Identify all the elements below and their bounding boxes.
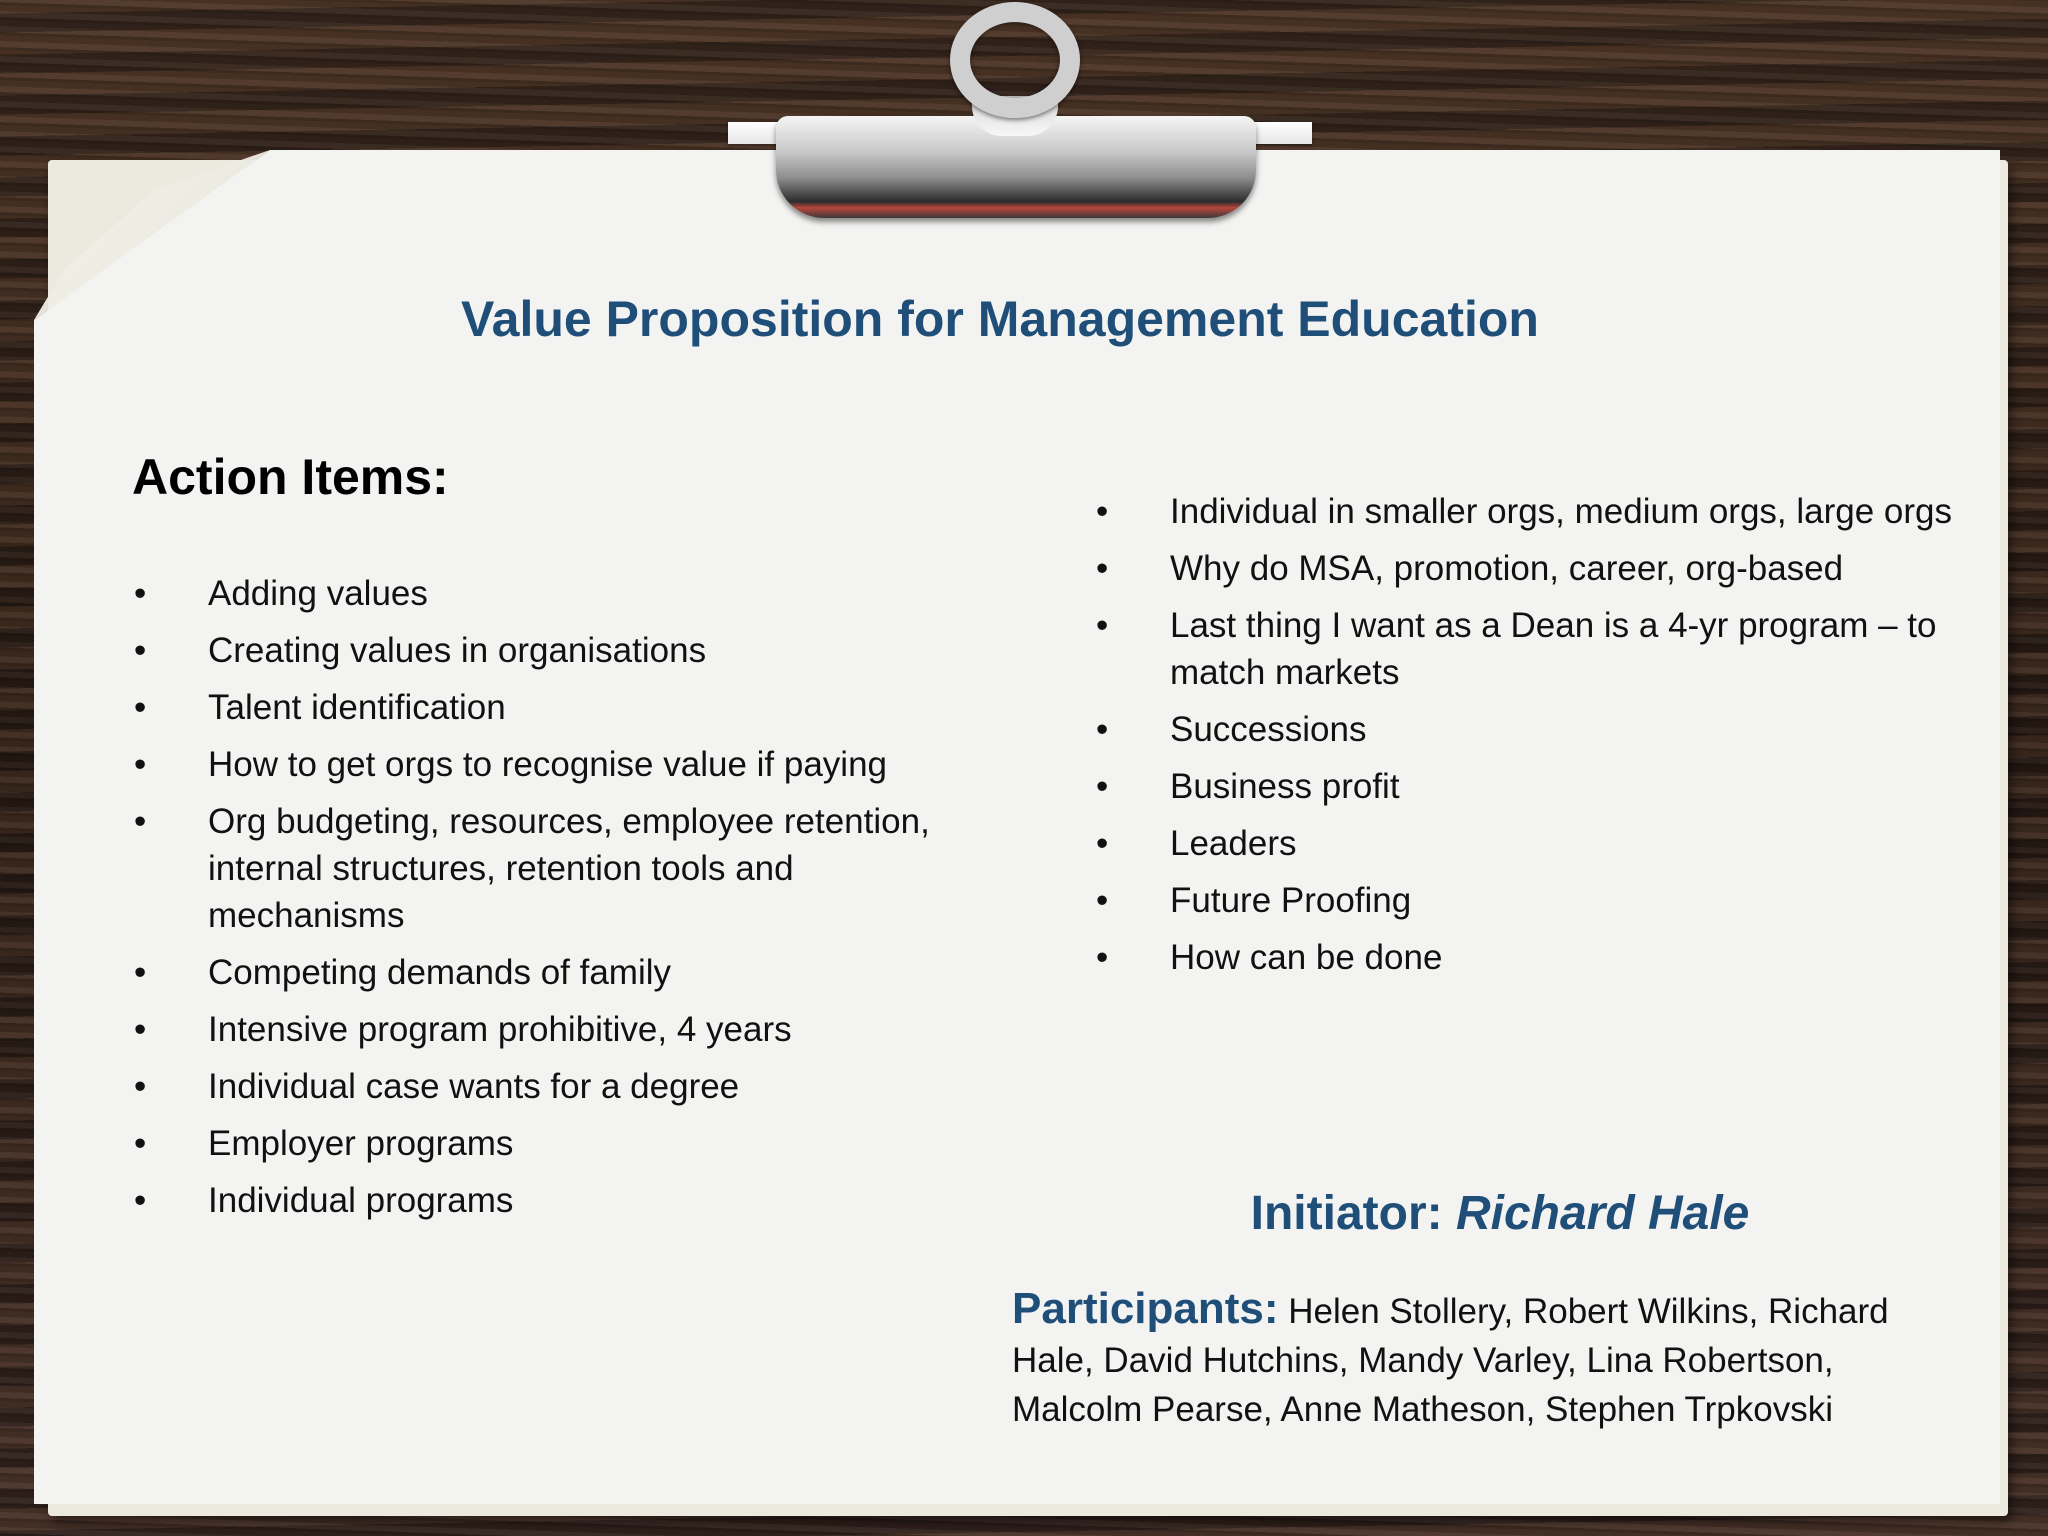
bullet-icon: •: [134, 1067, 147, 1106]
list-item-text: Future Proofing: [1170, 881, 1412, 920]
list-item: [1094, 877, 1974, 924]
list-item: [1094, 488, 1974, 535]
action-items-heading: Action Items:: [132, 449, 449, 505]
bullet-icon: •: [1096, 549, 1109, 588]
bullet-icon: •: [134, 953, 147, 992]
list-item-text: How can be done: [1170, 938, 1443, 977]
bullet-icon: •: [134, 574, 147, 613]
participants-label: Participants:: [1012, 1284, 1279, 1333]
list-item: [1094, 820, 1974, 867]
bullet-icon: •: [134, 1181, 147, 1220]
list-item-text: Competing demands of family: [208, 953, 671, 992]
list-item: [132, 741, 932, 788]
list-item: [1094, 763, 1974, 810]
list-item-text: Last thing I want as a Dean is a 4-yr program – to match markets: [1170, 606, 1937, 692]
bullet-icon: •: [134, 745, 147, 784]
bullet-icon: •: [1096, 824, 1109, 863]
left-column: [132, 448, 932, 1234]
list-item: [132, 570, 932, 617]
initiator-line: [1000, 1186, 2000, 1241]
bullet-icon: •: [1096, 881, 1109, 920]
list-item: [132, 1006, 932, 1053]
list-item-text: Successions: [1170, 710, 1367, 749]
left-bullet-list: [132, 570, 932, 1224]
list-item-text: Leaders: [1170, 824, 1297, 863]
bullet-icon: •: [134, 688, 147, 727]
list-item-text: Individual programs: [208, 1181, 514, 1220]
list-item: [1094, 602, 1974, 696]
list-item-text: Intensive program prohibitive, 4 years: [208, 1010, 792, 1049]
list-item-text: Employer programs: [208, 1124, 514, 1163]
list-item: [132, 798, 932, 939]
initiator-name: Richard Hale: [1455, 1187, 1750, 1240]
bullet-icon: •: [134, 1010, 147, 1049]
right-bullet-list: [1094, 488, 1974, 981]
list-item-text: Creating values in organisations: [208, 631, 707, 670]
list-item-text: Why do MSA, promotion, career, org-based: [1170, 549, 1844, 588]
clip-ring-icon: [950, 2, 1080, 118]
list-item-text: Talent identification: [208, 688, 506, 727]
bullet-icon: •: [134, 1124, 147, 1163]
list-item: [1094, 545, 1974, 592]
list-item: [132, 684, 932, 731]
list-item: [132, 1063, 932, 1110]
bullet-icon: •: [134, 802, 147, 841]
bullet-icon: •: [1096, 606, 1109, 645]
page-title: Value Proposition for Management Education: [461, 291, 1539, 347]
initiator-label: Initiator:: [1250, 1187, 1456, 1240]
list-item: [132, 949, 932, 996]
list-item-text: How to get orgs to recognise value if paying: [208, 745, 887, 784]
right-column: [1094, 488, 1974, 991]
participants-names: Helen Stollery, Robert Wilkins, Richard Hale, David Hutchins, Mandy Varley, Lina Robertson, Malcolm Pearse, Anne Matheson, Stephen Trpkovski: [1012, 1292, 1889, 1429]
list-item-text: Business profit: [1170, 767, 1400, 806]
list-item-text: Individual in smaller orgs, medium orgs, large orgs: [1170, 492, 1952, 531]
bullet-icon: •: [1096, 767, 1109, 806]
bullet-icon: •: [1096, 710, 1109, 749]
list-item: [132, 1120, 932, 1167]
list-item-text: Individual case wants for a degree: [208, 1067, 740, 1106]
bullet-icon: •: [134, 631, 147, 670]
participants-paragraph: [1012, 1284, 1952, 1434]
bullet-icon: •: [1096, 938, 1109, 977]
list-item-text: Adding values: [208, 574, 428, 613]
list-item: [132, 1177, 932, 1224]
bullet-icon: •: [1096, 492, 1109, 531]
list-item: [1094, 706, 1974, 753]
list-item-text: Org budgeting, resources, employee retention, internal structures, retention tools and mechanisms: [208, 802, 930, 935]
list-item: [132, 627, 932, 674]
list-item: [1094, 934, 1974, 981]
